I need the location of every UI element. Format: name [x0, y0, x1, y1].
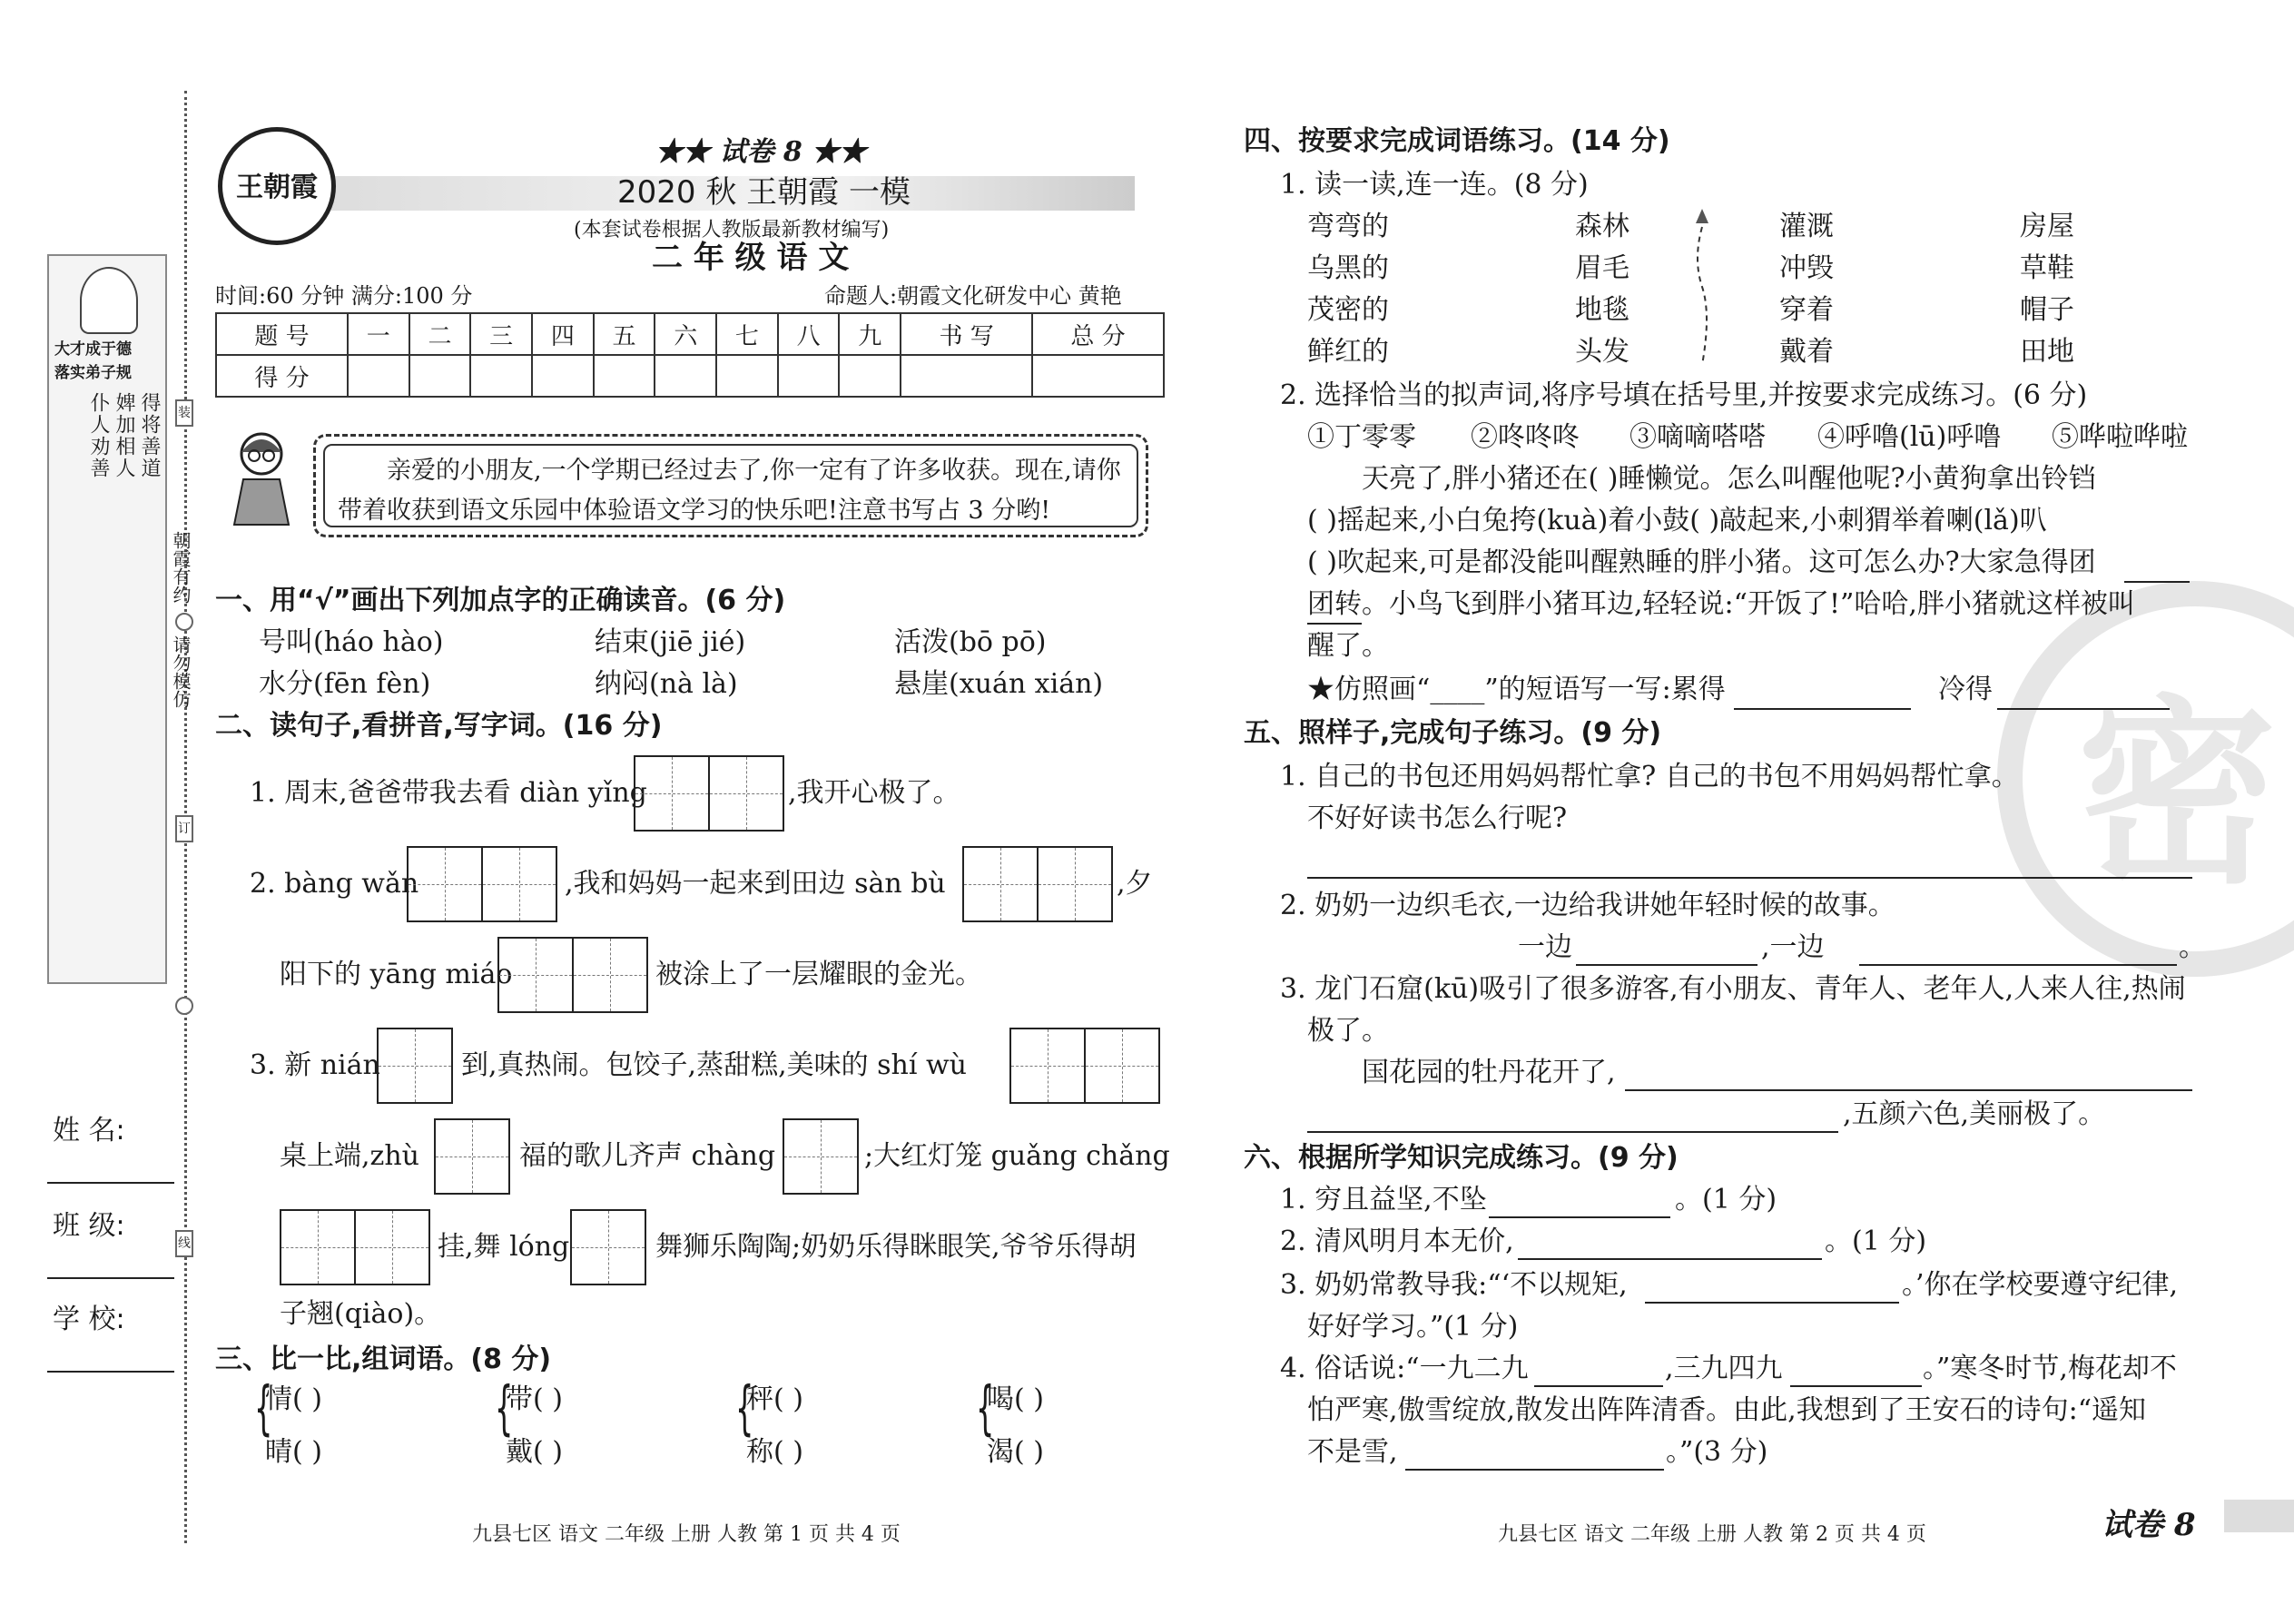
compare-word[interactable]: 晴( ): [265, 1436, 322, 1468]
q2-3-line2-end: ;大红灯笼 guǎng chǎng: [864, 1140, 1170, 1172]
q5-2-label-1: 一边: [1518, 931, 1572, 963]
intro-text: 亲爱的小朋友,一个学期已经过去了,你一定有了许多收获。现在,请你带着收获到语文乐园中体验语文学习的快乐吧!注意书写占 3 分哟!: [323, 444, 1138, 527]
q2-2-text-line2-end: 被涂上了一层耀眼的金光。: [655, 959, 982, 990]
story-line: ( )吹起来,可是都没能叫醒熟睡的胖小猪。这可怎么办?大家急得团: [1307, 546, 2096, 578]
onomatopoeia-option: ①丁零零: [1307, 421, 1416, 453]
section-3-title: 三、比一比,组词语。(8 分): [215, 1343, 552, 1375]
underline-mark: [2124, 581, 2190, 583]
motto-bottom: 落实弟子规: [54, 364, 132, 382]
side-text: 朝霞有约: [170, 531, 192, 604]
story-line: ( )摇起来,小白兔挎(kuà)着小鼓( )敲起来,小刺猬举着喇(lǎ)叭: [1307, 505, 2047, 536]
writing-grid[interactable]: [377, 1028, 453, 1104]
intro-note-box: [313, 434, 1148, 537]
match-word[interactable]: 田地: [2020, 336, 2074, 368]
q6-4-text: 4. 俗话说:“一九二九: [1280, 1353, 1529, 1384]
score-input[interactable]: [594, 355, 655, 397]
exam-time: 时间:60 分钟 满分:100 分: [215, 283, 473, 309]
footer-right: 九县七区 语文 二年级 上册 人教 第 2 页 共 4 页: [1498, 1523, 1926, 1546]
q6-3-mid: 。’你在学校要遵守纪律,: [1902, 1269, 2179, 1301]
q6-4-mid: ,三九四九: [1665, 1353, 1783, 1384]
score-input[interactable]: [348, 355, 409, 397]
q2-3-line3-end: 舞狮乐陶陶;奶奶乐得眯眼笑,爷爷乐得胡: [655, 1231, 1137, 1263]
score-input[interactable]: [1032, 355, 1164, 397]
answer-line[interactable]: [1307, 877, 2192, 879]
score-cell: 七: [716, 313, 778, 355]
answer-line[interactable]: [1489, 1216, 1670, 1218]
binding-hole: [175, 613, 193, 631]
q6-4-end: 。”(3 分): [1666, 1436, 1768, 1468]
q6-4-line2: 怕严寒,傲雪绽放,散发出阵阵清香。由此,我想到了王安石的诗句:“遥知: [1307, 1394, 2147, 1426]
onomatopoeia-option: ④呼噜(lū)呼噜: [1817, 421, 2002, 453]
writing-grid[interactable]: [497, 937, 648, 1013]
score-input[interactable]: [470, 355, 532, 397]
logo-text: 王朝霞: [236, 172, 318, 203]
q6-1-end: 。(1 分): [1675, 1184, 1777, 1216]
exam-title: 2020 秋 王朝霞 一模: [617, 174, 911, 211]
paper-number: ★★ 试卷 8 ★★: [655, 136, 867, 168]
match-word[interactable]: 鲜红的: [1307, 336, 1389, 368]
writing-grid[interactable]: [783, 1118, 859, 1195]
child-figure-icon: [80, 267, 138, 334]
answer-line[interactable]: [1518, 1258, 1822, 1260]
q5-1-question: 不好好读书怎么行呢?: [1307, 802, 1568, 834]
side-text: 请勿模仿: [170, 635, 192, 708]
score-table: [215, 312, 1165, 398]
q2-3-line4: 子翘(qiào)。: [280, 1298, 442, 1330]
q4-2-title: 2. 选择恰当的拟声词,将序号填在括号里,并按要求完成练习。(6 分): [1280, 379, 2088, 411]
compare-word[interactable]: 情( ): [265, 1383, 322, 1415]
writing-grid[interactable]: [407, 846, 557, 922]
score-input[interactable]: [778, 355, 840, 397]
class-line[interactable]: [47, 1277, 174, 1279]
brand-logo: [218, 127, 336, 245]
school-line[interactable]: [47, 1371, 174, 1373]
score-cell: 五: [594, 313, 655, 355]
q6-4-mid-2: 。”寒冬时节,梅花却不: [1923, 1353, 2177, 1384]
pinyin-choice[interactable]: 号叫(háo hào): [259, 626, 444, 658]
match-word[interactable]: 森林: [1575, 211, 1629, 242]
score-input[interactable]: [655, 355, 716, 397]
story-line: 团转。小鸟飞到胖小猪耳边,轻轻说:“开饭了!”哈哈,胖小猪就这样被叫: [1307, 588, 2135, 620]
brace: {: [495, 1375, 514, 1442]
q2-3-text-mid: 到,真热闹。包饺子,蒸甜糕,美味的 shí wù: [461, 1049, 967, 1081]
corner-paper-number: 试卷 8: [2102, 1507, 2196, 1543]
q2-3-line3: 挂,舞 lóng: [438, 1231, 570, 1263]
score-input[interactable]: [901, 355, 1032, 397]
onomatopoeia-option: ⑤哗啦哗啦: [2052, 421, 2188, 453]
pinyin-choice[interactable]: 活泼(bō pō): [894, 626, 1047, 658]
match-word[interactable]: 冲毁: [1779, 252, 1834, 284]
score-cell: 八: [778, 313, 840, 355]
q2-2-text-line2: 阳下的 yāng miáo: [280, 959, 513, 990]
q6-1-text: 1. 穷且益坚,不坠: [1280, 1184, 1487, 1216]
q6-4-line3: 不是雪,: [1307, 1436, 1398, 1468]
q5-2-example: 2. 奶奶一边织毛衣,一边给我讲她年轻时候的故事。: [1280, 890, 1895, 921]
name-line[interactable]: [47, 1182, 174, 1184]
writing-grid[interactable]: [962, 846, 1113, 922]
score-cell: 一: [348, 313, 409, 355]
q6-2-text: 2. 清风明月本无价,: [1280, 1225, 1514, 1257]
q5-3-text: 3. 龙门石窟(kū)吸引了很多游客,有小朋友、青年人、老年人,人来人往,热闹: [1280, 973, 2186, 1005]
score-cell: 四: [532, 313, 594, 355]
pinyin-choice[interactable]: 悬崖(xuán xián): [894, 668, 1104, 700]
score-cell: 题 号: [216, 313, 348, 355]
score-cell: 二: [409, 313, 471, 355]
rule-col: 仆人劝善: [87, 392, 110, 479]
match-word[interactable]: 茂密的: [1307, 294, 1389, 326]
q5-1-example: 1. 自己的书包还用妈妈帮忙拿? 自己的书包不用妈妈帮忙拿。: [1280, 761, 2019, 792]
q2-3-line2-mid: 福的歌儿齐声 chàng: [519, 1140, 776, 1172]
school-label: 学 校:: [53, 1304, 125, 1335]
score-cell: 得 分: [216, 355, 348, 397]
writing-grid[interactable]: [280, 1209, 430, 1285]
onomatopoeia-option: ②咚咚咚: [1471, 421, 1580, 453]
q2-3-line2: 桌上端,zhù: [280, 1140, 419, 1172]
q4-1-title: 1. 读一读,连一连。(8 分): [1280, 169, 1589, 201]
q2-1-text-end: ,我开心极了。: [788, 777, 960, 809]
binding-mark: 装: [175, 399, 193, 427]
underline-mark: [1307, 623, 1362, 625]
compare-word[interactable]: 戴( ): [506, 1436, 563, 1468]
answer-line[interactable]: [1734, 708, 1911, 710]
q6-2-end: 。(1 分): [1825, 1225, 1927, 1257]
q6-3-end: 好好学习。”(1 分): [1307, 1311, 1519, 1343]
section-4-title: 四、按要求完成词语练习。(14 分): [1244, 125, 1670, 157]
name-label: 姓 名:: [53, 1115, 125, 1147]
match-word[interactable]: 头发: [1575, 336, 1629, 368]
story-line: 醒了。: [1307, 630, 1389, 662]
imitate-prompt: ★仿照画“____”的短语写一写:累得: [1307, 674, 1726, 705]
score-input[interactable]: [716, 355, 778, 397]
answer-line[interactable]: [1859, 964, 2177, 966]
pinyin-choice[interactable]: 结束(jiē jié): [595, 626, 746, 658]
section-1-title: 一、用“√”画出下列加点字的正确读音。(6 分): [215, 585, 786, 616]
answer-line[interactable]: [1576, 964, 1757, 966]
score-input[interactable]: [532, 355, 594, 397]
exam-author: 命题人:朝霞文化研发中心 黄艳: [824, 283, 1122, 309]
section-2-title: 二、读句子,看拼音,写字词。(16 分): [215, 710, 663, 742]
section-5-title: 五、照样子,完成句子练习。(9 分): [1244, 717, 1662, 749]
score-cell: 总 分: [1032, 313, 1164, 355]
paper-number-text: 试卷 8: [719, 136, 802, 168]
divider-rope-icon: [1689, 205, 1716, 369]
score-input[interactable]: [409, 355, 471, 397]
answer-line[interactable]: [1645, 1302, 1899, 1304]
writing-grid[interactable]: [434, 1118, 510, 1195]
q5-3-end: ,五颜六色,美丽极了。: [1843, 1098, 2106, 1130]
exam-subtitle: (本套试卷根据人教版最新教材编写): [574, 219, 890, 241]
q6-3-text: 3. 奶奶常教导我:“‘不以规矩,: [1280, 1269, 1628, 1301]
writing-grid[interactable]: [634, 755, 784, 832]
section-6-title: 六、根据所学知识完成练习。(9 分): [1244, 1142, 1679, 1174]
q2-2-text: 2. bàng wǎn: [250, 868, 419, 900]
rule-col: 婢加相人: [113, 392, 135, 479]
binding-hole: [175, 997, 193, 1015]
match-word[interactable]: 灌溉: [1779, 211, 1834, 242]
q5-2-label-2: ,一边: [1761, 931, 1825, 963]
match-word[interactable]: 弯弯的: [1307, 211, 1389, 242]
binding-mark: 订: [175, 815, 193, 842]
score-cell: 六: [655, 313, 716, 355]
brace: {: [735, 1375, 754, 1442]
score-input[interactable]: [839, 355, 901, 397]
writing-grid[interactable]: [570, 1209, 646, 1285]
q2-2-text-end: ,夕: [1117, 868, 1153, 900]
answer-line[interactable]: [1307, 1131, 1838, 1133]
score-cell: 三: [470, 313, 532, 355]
class-label: 班 级:: [53, 1210, 125, 1242]
score-cell: 书 写: [901, 313, 1032, 355]
imitate-prompt-2: 冷得: [1938, 674, 1993, 705]
compare-word[interactable]: 喝( ): [987, 1383, 1044, 1415]
compare-word[interactable]: 带( ): [506, 1383, 563, 1415]
pinyin-choice[interactable]: 纳闷(nà là): [595, 668, 738, 700]
q5-3-text-2: 极了。: [1307, 1015, 1389, 1047]
confidential-stamp-icon: [1997, 581, 2294, 977]
q2-2-text-mid: ,我和妈妈一起来到田边 sàn bù: [565, 868, 946, 900]
match-word[interactable]: 戴着: [1779, 336, 1834, 368]
answer-line[interactable]: [1405, 1469, 1664, 1471]
binding-strip: [47, 254, 167, 984]
corner-bar: [2224, 1500, 2294, 1532]
q5-2-end: 。: [2179, 931, 2206, 963]
pinyin-choice[interactable]: 水分(fēn fèn): [259, 668, 431, 700]
match-word[interactable]: 草鞋: [2020, 252, 2074, 284]
q2-3-text: 3. 新 nián: [250, 1049, 380, 1081]
q2-1-text: 1. 周末,爸爸带我去看 diàn yǐng: [250, 777, 647, 809]
brace: {: [254, 1375, 273, 1442]
compare-word[interactable]: 称( ): [746, 1436, 803, 1468]
footer-left: 九县七区 语文 二年级 上册 人教 第 1 页 共 4 页: [472, 1523, 901, 1546]
subject-title: 二 年 级 语 文: [652, 240, 850, 276]
match-word[interactable]: 房屋: [2020, 211, 2074, 242]
compare-word[interactable]: 秤( ): [746, 1383, 803, 1415]
match-word[interactable]: 帽子: [2020, 294, 2074, 326]
writing-grid[interactable]: [1009, 1028, 1160, 1104]
onomatopoeia-option: ③嘀嘀嗒嗒: [1629, 421, 1766, 453]
score-table-score-row: [216, 355, 1164, 397]
score-table-header-row: [216, 313, 1164, 355]
match-word[interactable]: 地毯: [1575, 294, 1629, 326]
compare-word[interactable]: 渴( ): [987, 1436, 1044, 1468]
motto-top: 大才成于德: [54, 340, 132, 359]
answer-line[interactable]: [1625, 1089, 2192, 1091]
girl-with-glasses-icon: [225, 427, 298, 527]
binding-mark: 线: [175, 1230, 193, 1257]
story-line: 天亮了,胖小猪还在( )睡懒觉。怎么叫醒他呢?小黄狗拿出铃铛: [1362, 463, 2096, 495]
answer-line[interactable]: [1790, 1385, 1922, 1387]
rule-col: 得将善道: [138, 392, 161, 479]
match-word[interactable]: 眉毛: [1575, 252, 1629, 284]
match-word[interactable]: 穿着: [1779, 294, 1834, 326]
match-word[interactable]: 乌黑的: [1307, 252, 1389, 284]
answer-line[interactable]: [1534, 1385, 1663, 1387]
q5-3-prompt: 国花园的牡丹花开了,: [1362, 1057, 1616, 1088]
answer-line[interactable]: [1997, 708, 2170, 710]
brace: {: [976, 1375, 995, 1442]
score-cell: 九: [839, 313, 901, 355]
